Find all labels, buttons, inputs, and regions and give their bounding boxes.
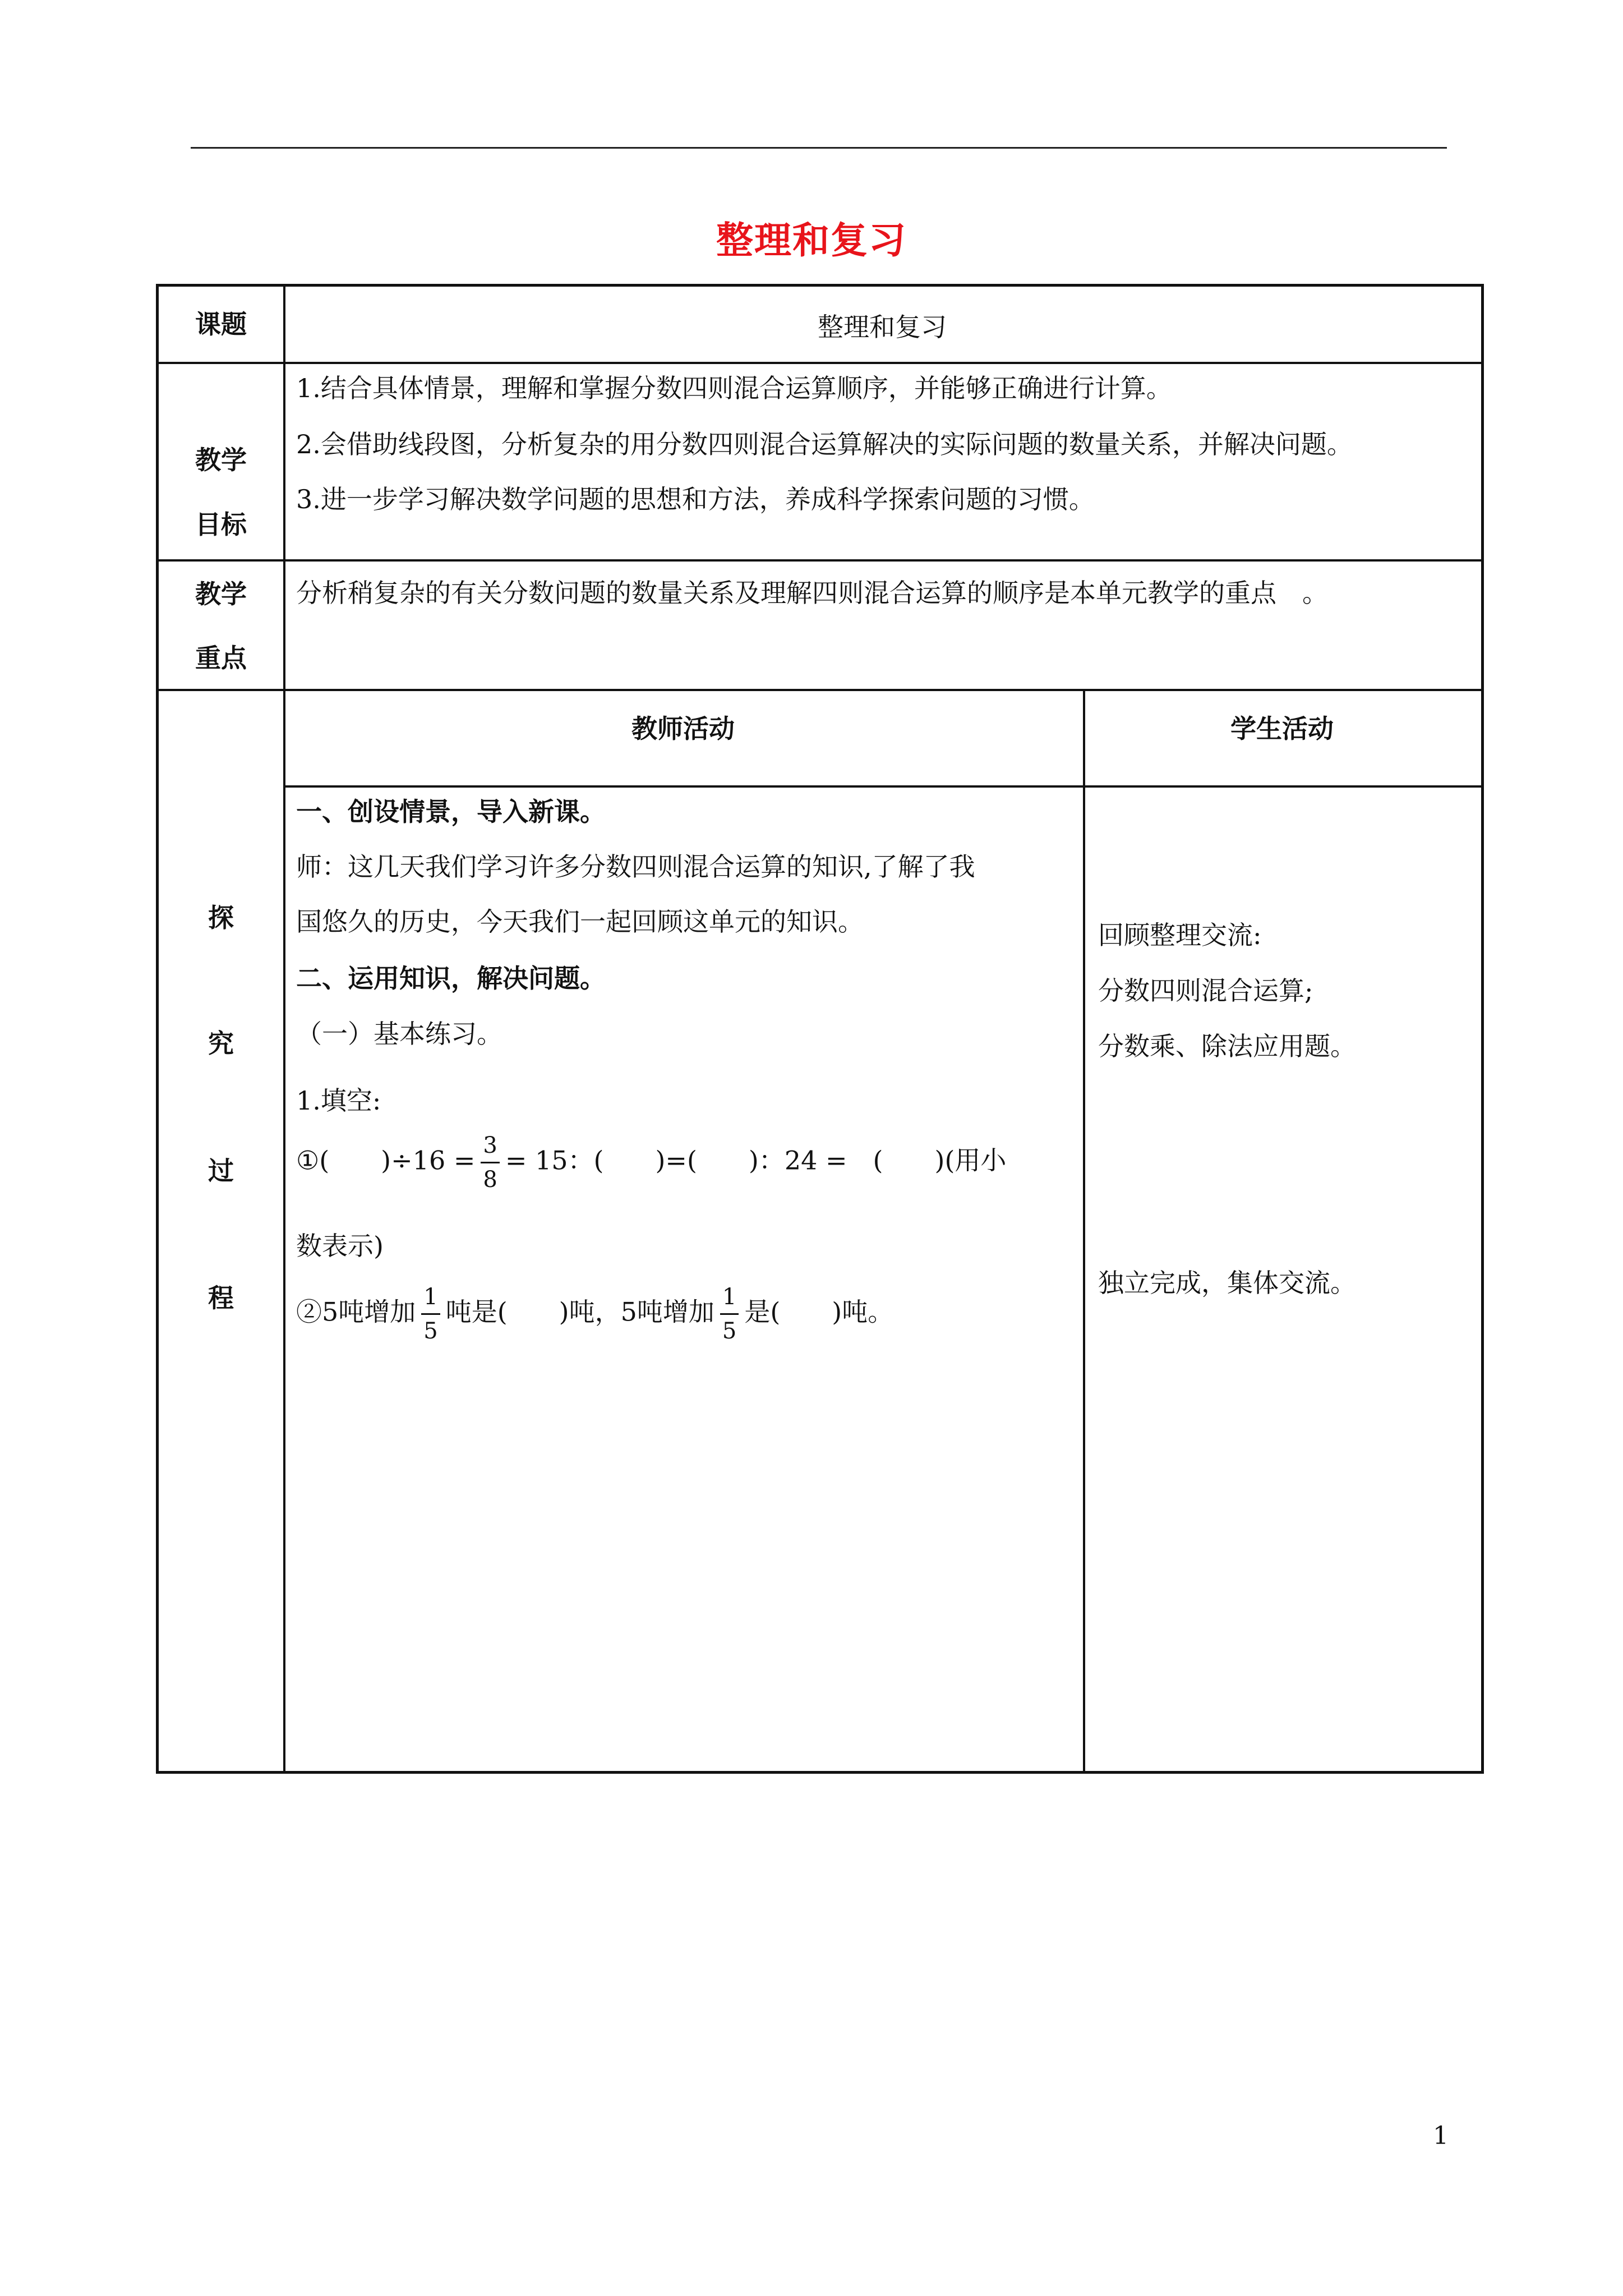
question1b: [296, 1281, 893, 1347]
page-number: 1: [1433, 2122, 1449, 2150]
subsection-basic-practice: （一）基本练习。: [296, 1019, 502, 1049]
goal-item-2: 2.会借助线段图，分析复杂的用分数四则混合运算解决的实际问题的数量关系，并解决问题。: [296, 429, 1353, 459]
fraction-one-fifth-first: [421, 1281, 440, 1347]
goal-item-1: 1.结合具体情景，理解和掌握分数四则混合运算顺序，并能够正确进行计算。: [296, 373, 1172, 403]
question1a-suffix: = 15：( )=( )：24 = ( )(用小: [505, 1145, 1007, 1176]
fraction-one-fifth-second: [720, 1281, 739, 1347]
question1a: [296, 1129, 1006, 1196]
fraction-denominator: 5: [722, 1318, 737, 1344]
document-title: 整理和复习: [716, 219, 907, 262]
student-line-1: 回顾整理交流:: [1098, 920, 1262, 950]
goals-label-1: 教学: [195, 445, 247, 475]
section1-title: 一、创设情景，导入新课。: [296, 797, 606, 827]
goals-label-2: 目标: [195, 509, 247, 540]
question1b-part3: 是( )吨。: [744, 1296, 894, 1327]
process-label-char-2: 究: [208, 1028, 234, 1059]
teacher-activity-header: 教师活动: [631, 714, 735, 744]
student-activity-header: 学生活动: [1230, 714, 1334, 744]
row-divider-topic: [159, 362, 1481, 364]
section2-title: 二、运用知识，解决问题。: [296, 963, 606, 993]
topic-label: 课题: [195, 309, 247, 339]
section1-line1: 师：这几天我们学习许多分数四则混合运算的知识,了解了我: [296, 852, 975, 882]
fraction-numerator: 3: [481, 1129, 499, 1163]
fraction-numerator: 1: [421, 1281, 440, 1315]
question1a-prefix: ①( )÷16 =: [296, 1145, 476, 1176]
fraction-three-eighths: [481, 1129, 499, 1196]
question1-title: 1.填空:: [296, 1085, 381, 1116]
topic-value: 整理和复习: [818, 312, 947, 342]
focus-text: 分析稍复杂的有关分数问题的数量关系及理解四则混合运算的顺序是本单元教学的重点 。: [296, 578, 1328, 608]
lesson-table: [156, 284, 1484, 1774]
process-label-char-4: 程: [208, 1283, 234, 1313]
student-line-3: 分数乘、除法应用题。: [1098, 1031, 1356, 1061]
row-divider-activity-header: [283, 785, 1481, 788]
col-divider-label: [283, 287, 285, 1771]
focus-label-2: 重点: [195, 643, 247, 673]
fraction-denominator: 5: [423, 1318, 438, 1344]
goal-item-3: 3.进一步学习解决数学问题的思想和方法，养成科学探索问题的习惯。: [296, 484, 1095, 514]
fraction-denominator: 8: [483, 1167, 497, 1193]
col-divider-activity: [1083, 689, 1085, 1771]
student-line-4: 独立完成，集体交流。: [1098, 1268, 1356, 1298]
question1b-part2: 吨是( )吨，5吨增加: [445, 1296, 714, 1327]
focus-label-1: 教学: [195, 579, 247, 609]
section1-line2: 国悠久的历史，今天我们一起回顾这单元的知识。: [296, 907, 864, 937]
student-line-2: 分数四则混合运算;: [1098, 976, 1313, 1006]
fraction-numerator: 1: [720, 1281, 739, 1315]
question1b-part1: ②5吨增加: [296, 1296, 416, 1327]
header-rule: [191, 147, 1447, 149]
row-divider-goals: [159, 559, 1481, 562]
question1a-line2: 数表示): [296, 1231, 384, 1261]
process-label-char-1: 探: [208, 903, 234, 933]
row-divider-focus: [159, 689, 1481, 691]
process-label-char-3: 过: [208, 1156, 234, 1186]
